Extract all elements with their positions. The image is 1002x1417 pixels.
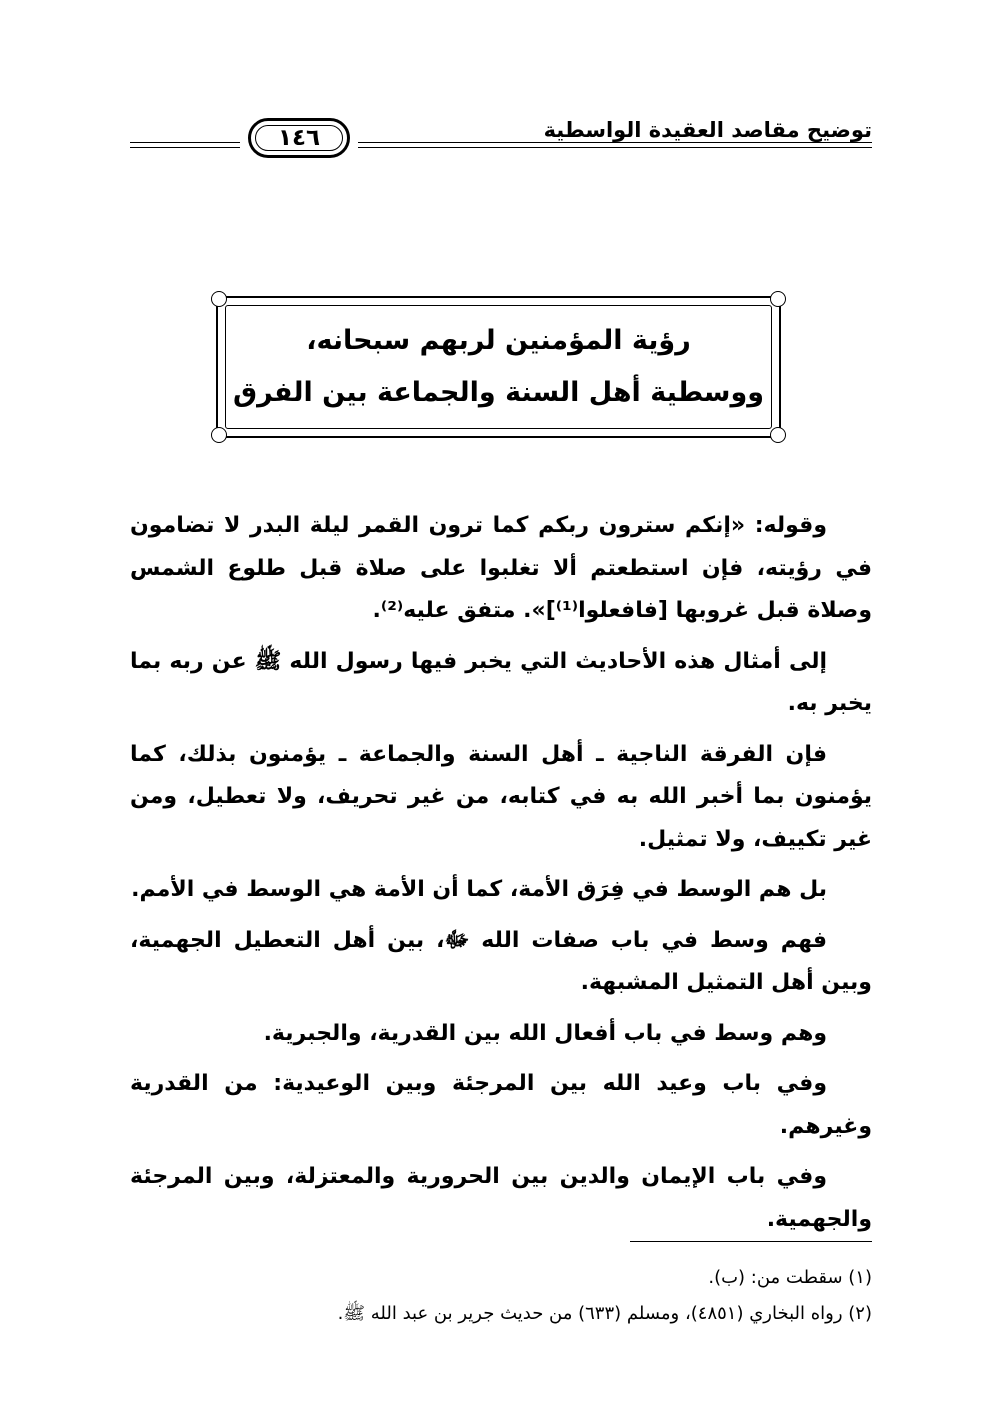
footnote-separator xyxy=(630,1241,872,1242)
paragraph: فهم وسط في باب صفات الله ﷻ، بين أهل التعطيل الجهمية، وبين أهل التمثيل المشبهة. xyxy=(130,927,872,995)
running-header xyxy=(130,118,872,158)
paragraph: وقوله: «إنكم سترون ربكم كما ترون القمر ليلة البدر لا تضامون في رؤيته، فإن استطعتم ألا تغلبوا على صلاة قبل طلوع الشمس وصلاة قبل غروبها [فافعلوا⁽¹⁾]». متفق عليه⁽²⁾. xyxy=(130,513,872,623)
paragraph: وفي باب وعيد الله بين المرجئة وبين الوعيدية: من القدرية وغيرهم. xyxy=(130,1071,872,1139)
paragraph: بل هم الوسط في فِرَق الأمة، كما أن الأمة هي الوسط في الأمم. xyxy=(131,877,827,902)
footnotes xyxy=(130,1260,872,1332)
paragraph: وهم وسط في باب أفعال الله بين القدرية، والجبرية. xyxy=(263,1020,827,1046)
footnote: (٢) رواه البخاري (٤٨٥١)، ومسلم (٦٣٣) من حديث جرير بن عبد الله ﷺ. xyxy=(337,1303,872,1324)
section-title-line-2: ووسطية أهل السنة والجماعة بين الفرق xyxy=(232,377,765,408)
section-title-frame xyxy=(216,296,781,438)
body-text xyxy=(130,505,872,1249)
page-number-badge xyxy=(248,118,350,158)
paragraph: إلى أمثال هذه الأحاديث التي يخبر فيها رسول الله ﷺ عن ربه بما يخبر به. xyxy=(130,648,872,716)
footnote: (١) سقطت من: (ب). xyxy=(708,1267,872,1288)
section-title-line-1: رؤية المؤمنين لربهم سبحانه، xyxy=(306,325,691,356)
page-number: ١٤٦ xyxy=(277,125,321,151)
paragraph: وفي باب الإيمان والدين بين الحرورية والمعتزلة، وبين المرجئة والجهمية. xyxy=(130,1164,872,1232)
header-title: توضيح مقاصد العقيدة الواسطية xyxy=(543,118,872,142)
header-rules xyxy=(130,142,872,152)
section-title xyxy=(218,298,779,436)
paragraph: فإن الفرقة الناجية ـ أهل السنة والجماعة ـ يؤمنون بذلك، كما يؤمنون بما أخبر الله به في كتابه، من غير تحريف، ولا تعطيل، ومن غير تكييف، ولا تمثيل. xyxy=(130,741,872,852)
